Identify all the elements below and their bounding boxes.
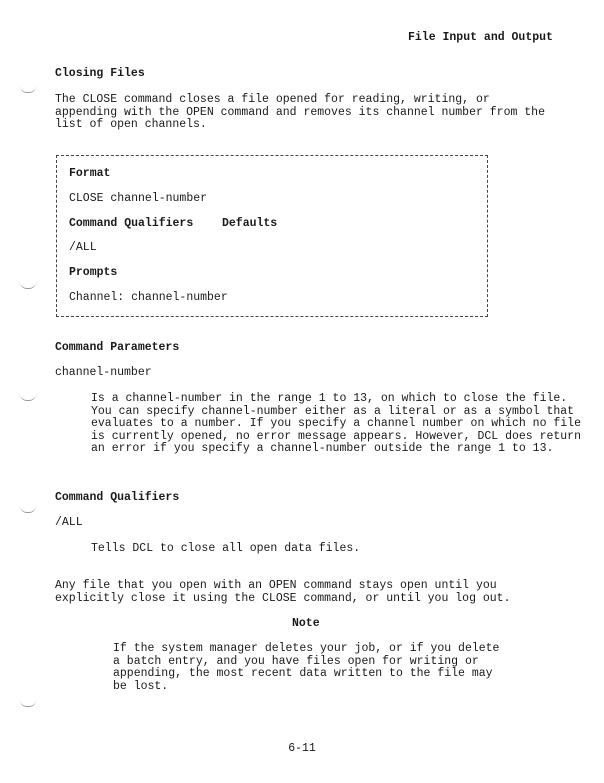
qualifier-description: Tells DCL to close all open data files. [91,542,361,555]
qualifier-name: /ALL [55,516,83,529]
margin-mark [20,86,36,93]
prompt-channel: Channel: channel-number [69,291,228,304]
parameters-title: Command Parameters [55,341,180,354]
note-label: Note [292,617,320,630]
running-header: File Input and Output [408,31,553,44]
section-title: Closing Files [55,67,145,80]
closing-paragraph: Any file that you open with an OPEN command stays open until you explicitly close it using the CLOSE command, or until you log out. [55,579,511,605]
format-label: Format [69,167,111,180]
qualifiers-label: Command Qualifiers [69,217,194,230]
margin-mark [20,394,36,401]
note-text: If the system manager deletes your job, or if you delete a batch entry, and you have files open for writing or appending, the most recent data written to the file may be lost. [113,642,500,693]
margin-mark [20,700,36,707]
qualifier-all: /ALL [69,241,97,254]
page-number: 6-11 [288,742,316,755]
margin-mark [20,282,36,289]
defaults-label: Defaults [222,217,278,230]
prompts-label: Prompts [69,266,118,279]
parameter-name: channel-number [55,366,152,379]
parameter-description: Is a channel-number in the range 1 to 13, on which to close the file. You can specify channel-number either as a literal or as a symbol that evaluates to a number. If you specify a channel number on which no file is currently opened, no error message appears. However, DCL does return an error if you specify a channel-number outside the range 1 to 13. [91,392,581,455]
margin-mark [20,506,36,513]
qualifiers-title: Command Qualifiers [55,491,180,504]
format-syntax: CLOSE channel-number [69,192,208,205]
intro-paragraph: The CLOSE command closes a file opened for reading, writing, or appending with the OPEN command and removes its channel number from the list of open channels. [55,93,545,131]
